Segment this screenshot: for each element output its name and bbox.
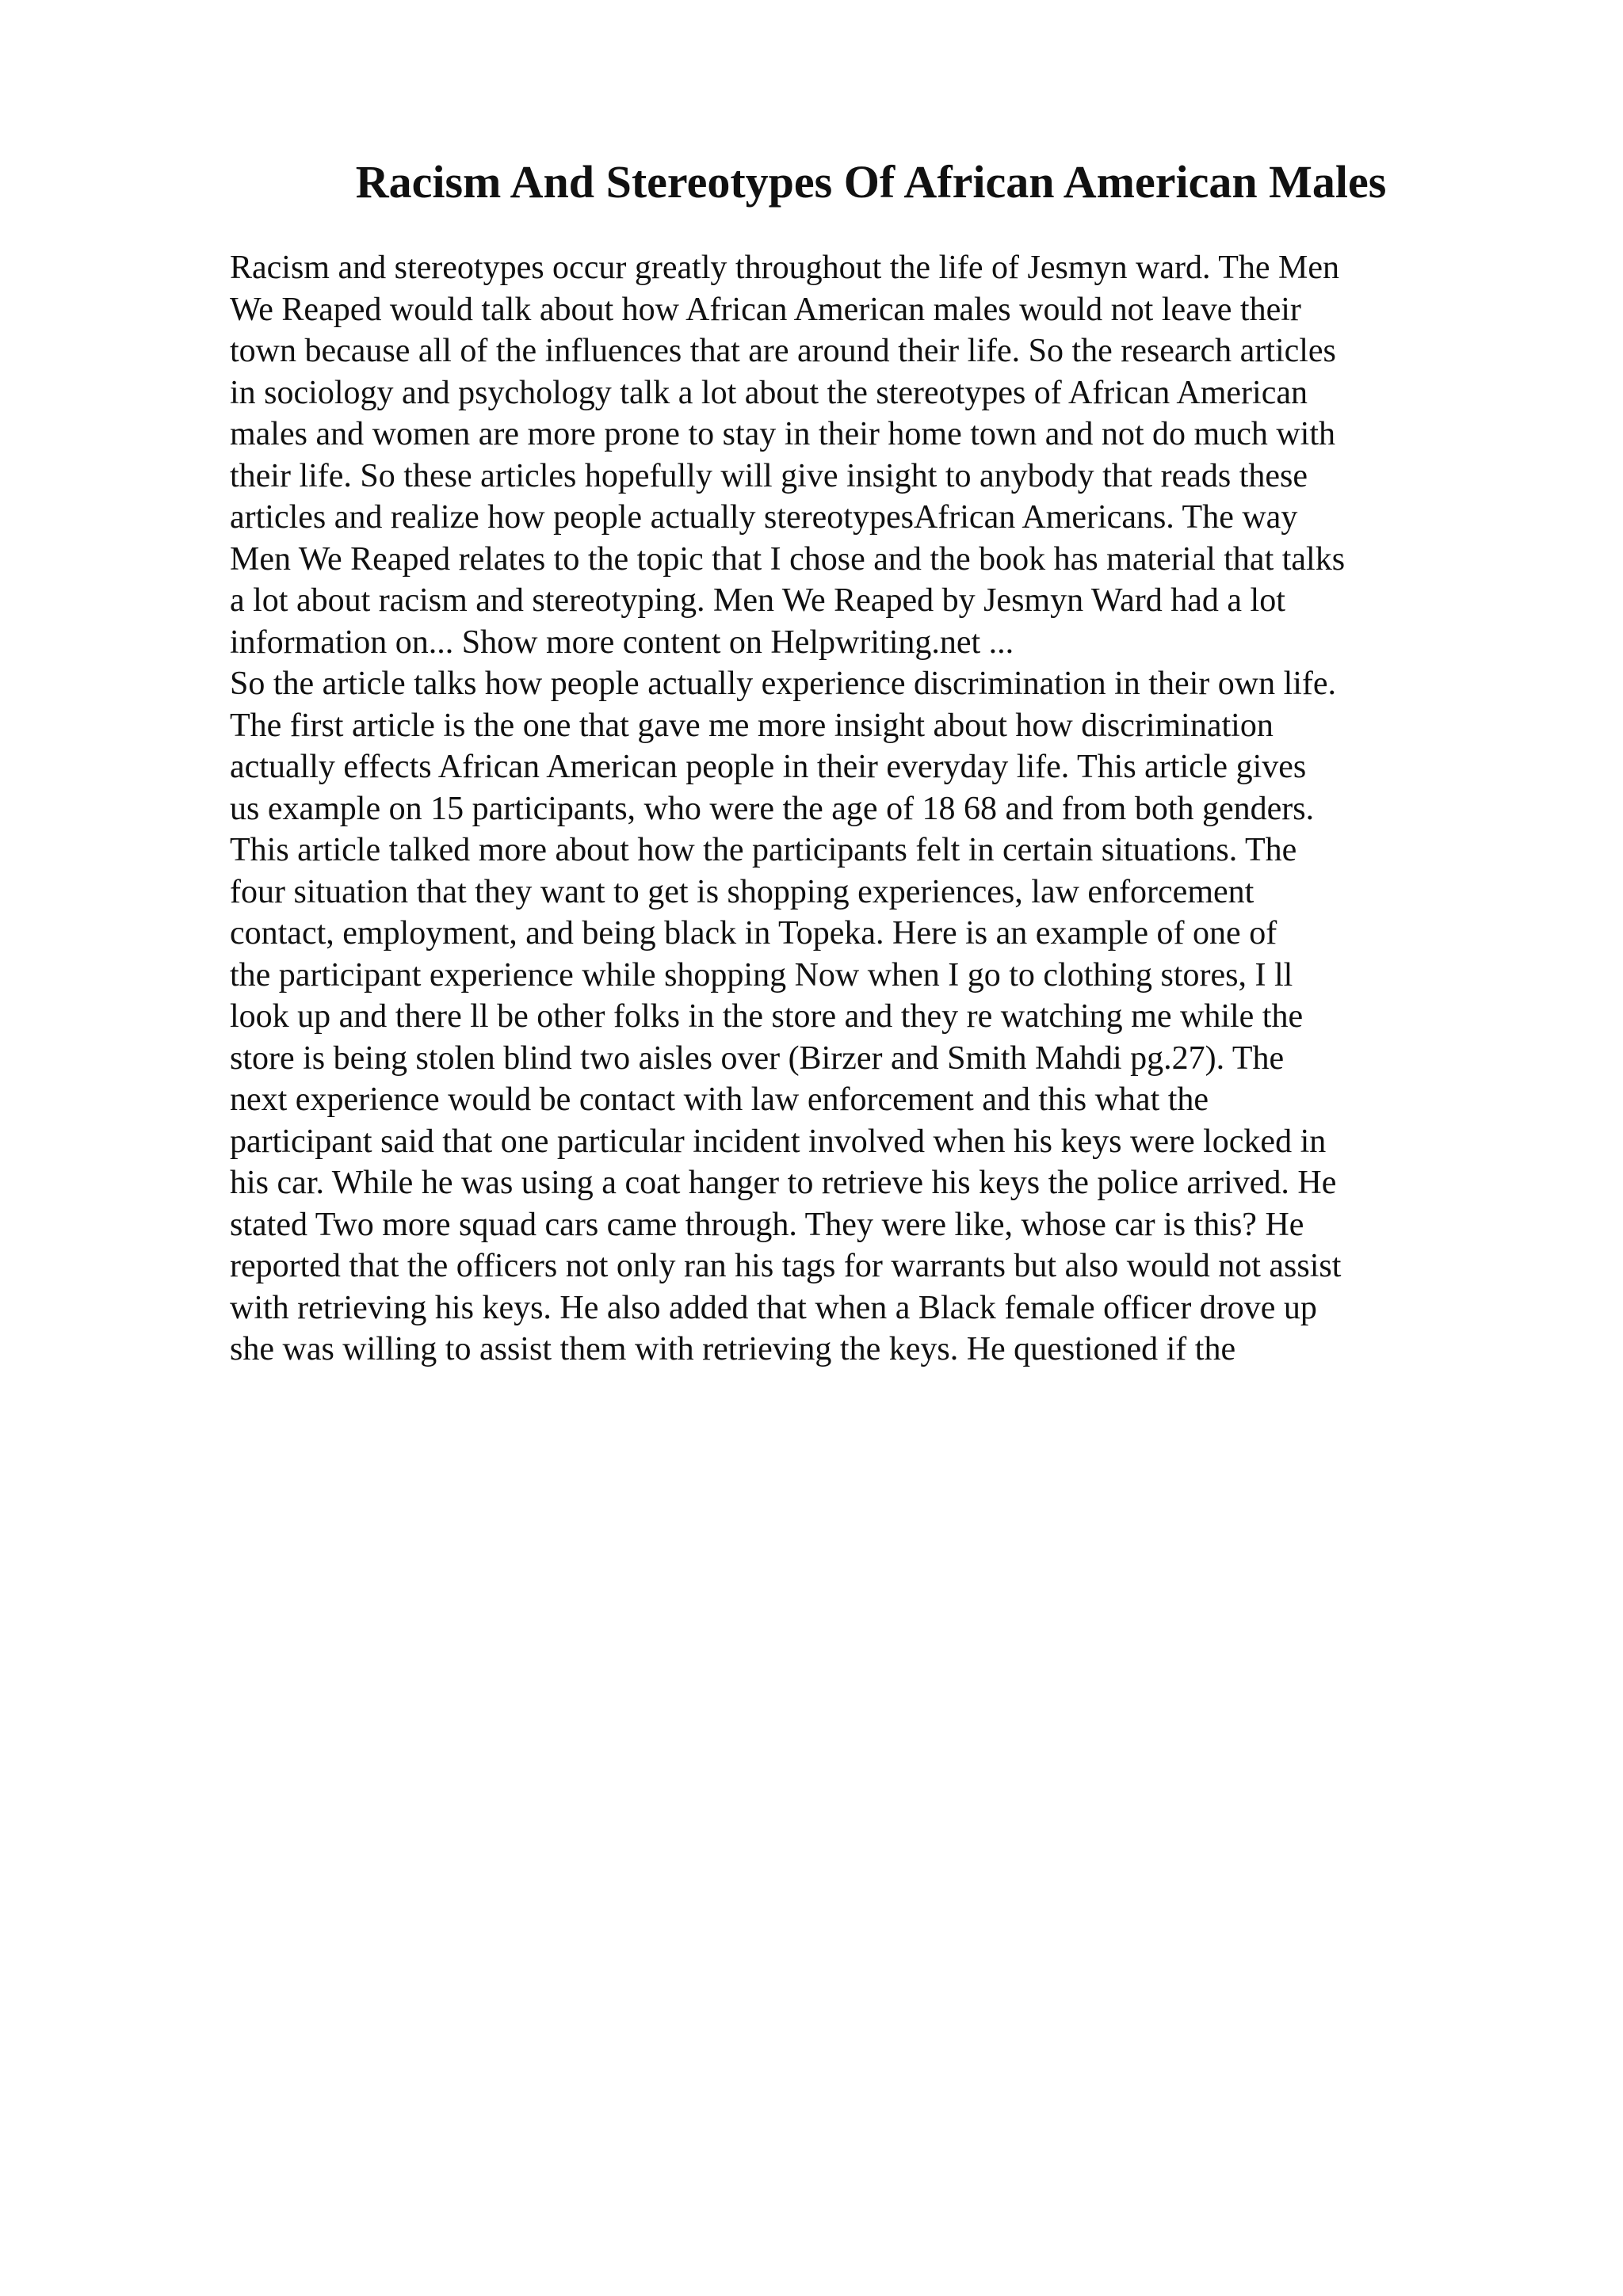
- text-line: participant said that one particular incident involved when his keys were locked in: [230, 1123, 1327, 1160]
- text-line: Racism and stereotypes occur greatly throughout the life of Jesmyn ward. The Men: [230, 250, 1340, 286]
- text-line: actually effects African American people in their everyday life. This article gives: [230, 749, 1307, 785]
- paragraph-1: [230, 247, 1466, 663]
- text-line: four situation that they want to get is shopping experiences, law enforcement: [230, 873, 1254, 910]
- text-line: information on... Show more content on Helpwriting.net ...: [230, 624, 1014, 661]
- text-line: look up and there ll be other folks in the store and they re watching me while the: [230, 998, 1304, 1035]
- document-title: Racism And Stereotypes Of African American Males: [355, 156, 1387, 208]
- text-line: next experience would be contact with law enforcement and this what the: [230, 1081, 1209, 1118]
- text-line: in sociology and psychology talk a lot about the stereotypes of African American: [230, 374, 1308, 411]
- text-line: us example on 15 participants, who were the age of 18 68 and from both genders.: [230, 790, 1315, 827]
- text-line: their life. So these articles hopefully will give insight to anybody that reads these: [230, 457, 1308, 494]
- text-line: So the article talks how people actually experience discrimination in their own life.: [230, 666, 1337, 702]
- text-line: with retrieving his keys. He also added that when a Black female officer drove up: [230, 1289, 1317, 1326]
- text-line: Men We Reaped relates to the topic that I chose and the book has material that talks: [230, 540, 1346, 578]
- text-line: We Reaped would talk about how African American males would not leave their: [230, 291, 1301, 328]
- text-line: store is being stolen blind two aisles over (Birzer and Smith Mahdi pg.27). The: [230, 1039, 1285, 1077]
- text-line: the participant experience while shopping Now when I go to clothing stores, I ll: [230, 956, 1293, 994]
- text-line: males and women are more prone to stay in their home town and not do much with: [230, 416, 1336, 452]
- text-line: stated Two more squad cars came through. They were like, whose car is this? He: [230, 1206, 1304, 1243]
- text-line: she was willing to assist them with retrieving the keys. He questioned if the: [230, 1331, 1236, 1367]
- text-line: town because all of the influences that are around their life. So the research articles: [230, 333, 1336, 369]
- paragraph-2: [230, 663, 1466, 1371]
- text-line: contact, employment, and being black in Topeka. Here is an example of one of: [230, 915, 1277, 952]
- text-line: This article talked more about how the participants felt in certain situations. The: [230, 832, 1297, 868]
- text-line: a lot about racism and stereotyping. Men We Reaped by Jesmyn Ward had a lot: [230, 582, 1285, 619]
- text-line: his car. While he was using a coat hanger to retrieve his keys the police arrived. He: [230, 1165, 1337, 1201]
- text-line: articles and realize how people actually stereotypesAfrican Americans. The way: [230, 499, 1298, 536]
- text-line: The first article is the one that gave me more insight about how discrimination: [230, 707, 1274, 744]
- text-line: reported that the officers not only ran his tags for warrants but also would not assist: [230, 1248, 1342, 1284]
- document-body: [230, 247, 1466, 1371]
